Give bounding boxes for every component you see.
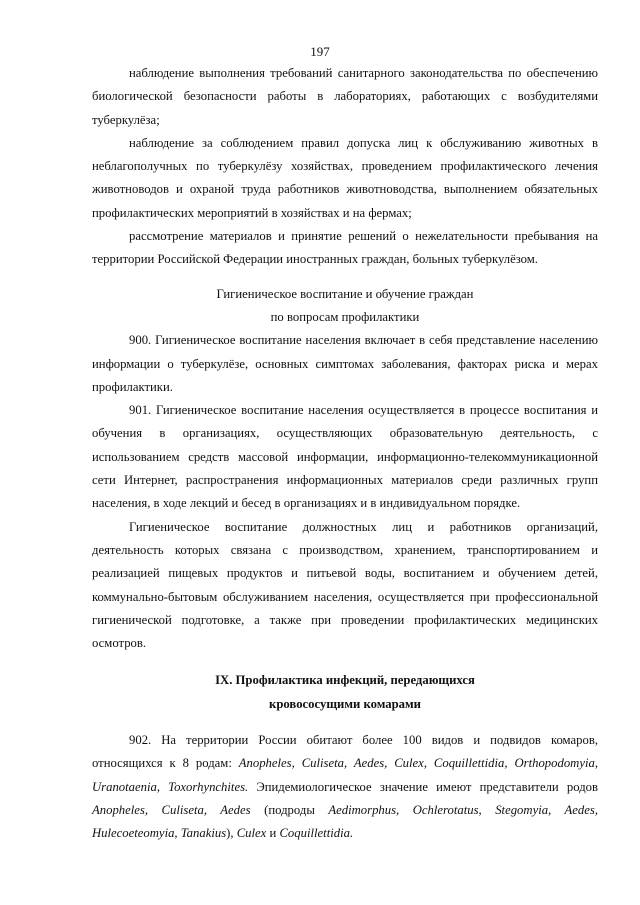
paragraph-lab-safety: наблюдение выполнения требований санитарного законодательства по обеспечению биологической безопасности работы в лабораториях, работающих с возбудителями туберкулёза; — [92, 66, 598, 127]
paragraph-hygiene-staff: Гигиеническое воспитание должностных лиц и работников организаций, деятельность которых связана с производством, хранением, транспортированием и реализацией пищевых продуктов и питьевой воды, воспитанием и обучением детей, коммунально-бытовым обслуживанием населения, осуществляется при профессиональной гигиенической подготовке, а также при проведении профилактических медицинских осмотров. — [92, 519, 598, 651]
p902-genus-coquillettidia: Coquillettidia. — [279, 826, 354, 841]
p902-genus-culex: Culex — [236, 826, 267, 841]
p902-genera-important: Anopheles, Culiseta, Aedes — [92, 802, 251, 817]
p902-text-e: и — [266, 826, 280, 841]
paragraph-foreign-citizens: рассмотрение материалов и принятие решений о нежелательности пребывания на территории Российской Федерации иностранных граждан, больных туберкулёзом. — [92, 229, 598, 267]
subheading-line-1: Гигиеническое воспитание и обучение граждан — [216, 286, 474, 301]
page-number: 197 — [310, 44, 330, 59]
p902-text-d: ), — [226, 826, 237, 841]
p902-subgenera: Aedimorphus, Ochlerotatus, Stegomyia, Aedes, Hulecoeteomyia, Tanakius — [92, 802, 598, 841]
p902-genera-list: Anopheles, Culiseta, Aedes, Culex, Coquillettidia, Orthopodomyia, Uranotaenia, Toxorhynchites. — [92, 756, 598, 794]
paragraph-900: 900. Гигиеническое воспитание населения включает в себя представление населению информации о туберкулёзе, основных симптомах заболевания, факторах риска и мерах профилактики. — [92, 333, 598, 394]
subheading-line-2: по вопросам профилактики — [270, 309, 420, 324]
section-title-line-2: кровососущими комарами — [269, 696, 421, 711]
paragraph-901: 901. Гигиеническое воспитание населения осуществляется в процессе воспитания и обучения в организациях, осуществляющих образовательную деятельность, с использованием средств массовой информации, информационно-телекоммуникационной сети Интернет, распространения информационных материалов среди различных групп населения, в ходе лекций и бесед в организациях и в индивидуальном порядке. — [92, 403, 598, 511]
document-body — [92, 62, 598, 846]
section-title-line-1: IX. Профилактика инфекций, передающихся — [215, 673, 475, 688]
p902-text-b: Эпидемиологическое значение имеют представители родов — [248, 779, 598, 794]
paragraph-livestock: наблюдение за соблюдением правил допуска лиц к обслуживанию животных в неблагополучных по туберкулёзу хозяйствах, проведением профилактического лечения животноводов и охраной труда работников животноводства, выполнением обязательных профилактических мероприятий в хозяйствах и на фермах; — [92, 135, 598, 220]
paragraph-902 — [92, 729, 598, 845]
p902-text-c: (подроды — [250, 802, 329, 817]
p902-text-a: 902. На территории России обитают более 100 видов и подвидов комаров, относящихся к 8 родам: — [92, 733, 598, 771]
